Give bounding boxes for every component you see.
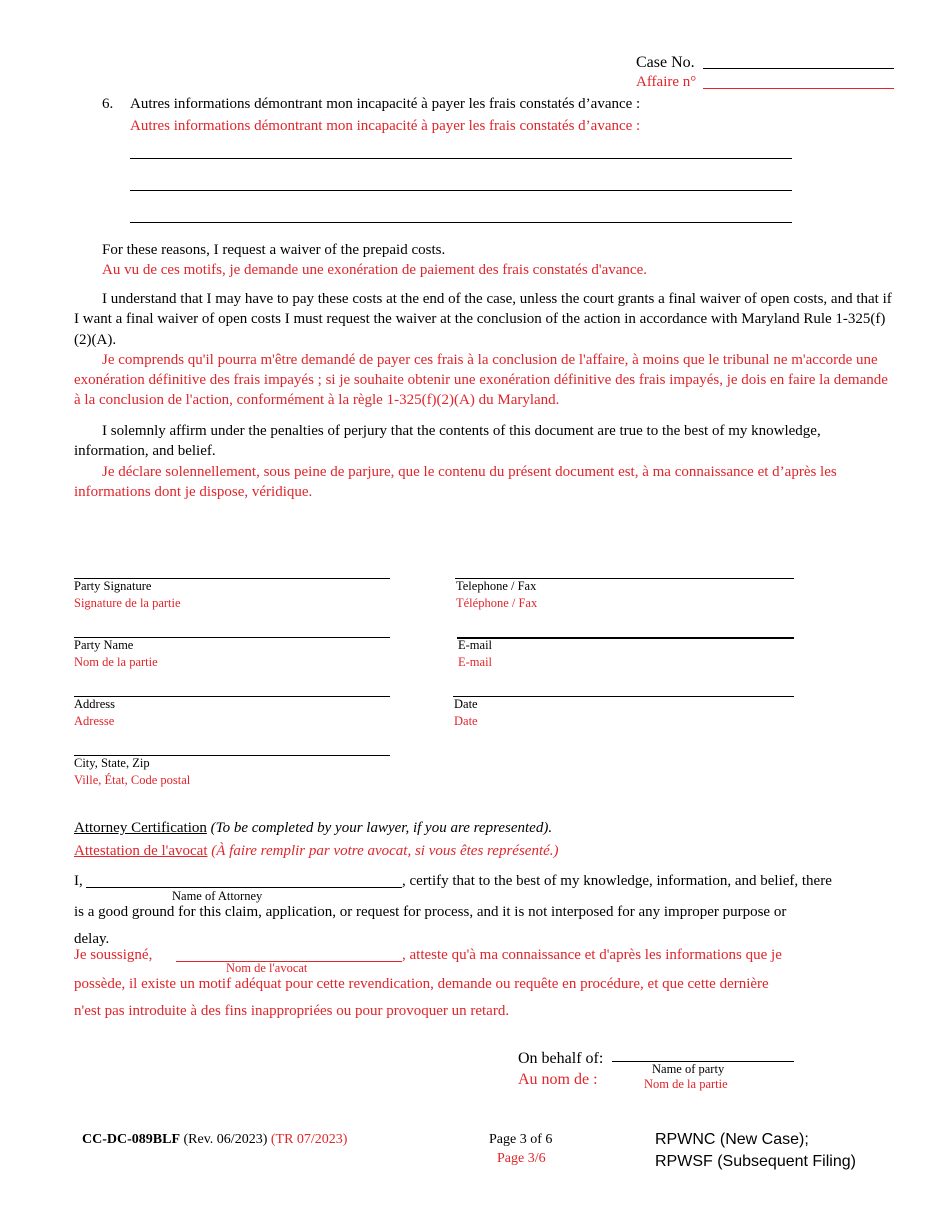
- address-label-fr: Adresse: [74, 714, 115, 728]
- attorney-title-note: (To be completed by your lawyer, if you are represented).: [210, 820, 553, 836]
- footer-page: Page 3 of 6: [489, 1132, 553, 1147]
- reasons-paragraph: [74, 240, 896, 281]
- item6-number: 6.: [102, 96, 114, 112]
- reasons-fr: Au vu de ces motifs, je demande une exonération de paiement des frais constatés d'avance.: [102, 262, 648, 279]
- understand-fr: Je comprends qu'il pourra m'être demandé de payer ces frais à la conclusion de l'affaire, à moins que le tribunal ne m'accorde une exonération définitive des frais impayés ; si je souhaite obtenir une exonération définitive des frais impayés, je dois en faire la demande à la conclusion de l'action, conformément à la règle 1-325(f)(2)(A) du Maryland.: [74, 351, 888, 409]
- date-label: Date: [454, 697, 478, 711]
- footer-code-1: RPWNC (New Case);: [655, 1131, 809, 1148]
- behalf-label: On behalf of:: [518, 1050, 604, 1067]
- attorney-title-fr: Attestation de l'avocat: [74, 843, 208, 859]
- footer-page-fr: Page 3/6: [497, 1151, 546, 1166]
- form-rev: (Rev. 06/2023): [183, 1132, 268, 1147]
- cert-i-prefix-fr: Je soussigné,: [74, 947, 153, 963]
- reasons-en: For these reasons, I request a waiver of the prepaid costs.: [102, 242, 446, 258]
- item6-line-2[interactable]: [130, 190, 792, 191]
- attorney-heading-fr: [74, 841, 559, 861]
- form-id: CC-DC-089BLF: [82, 1132, 180, 1147]
- email-label: E-mail: [458, 638, 493, 652]
- cert-text-1: , certify that to the best of my knowledge, information, and belief, there: [402, 873, 832, 889]
- case-no-field-fr-line: [703, 88, 894, 89]
- cert-text-3-fr: n'est pas introduite à des fins inappropriées ou pour provoquer un retard.: [74, 1003, 510, 1019]
- item6-label-fr: Autres informations démontrant mon incapacité à payer les frais constatés d’avance :: [130, 118, 641, 134]
- case-no-field[interactable]: [703, 68, 894, 69]
- party-signature-label-fr: Signature de la partie: [74, 596, 181, 610]
- footer-form-id: [82, 1131, 347, 1150]
- footer-code-2: RPWSF (Subsequent Filing): [655, 1153, 856, 1170]
- city-state-zip-label: City, State, Zip: [74, 756, 150, 770]
- attorney-title: Attorney Certification: [74, 820, 207, 836]
- attorney-heading: [74, 818, 552, 838]
- understand-en: I understand that I may have to pay these costs at the end of the case, unless the court grants a final waiver of open costs, and that if I want a final waiver of open costs I must request the waiver at the conclusion of the action in accordance with Maryland Rule 1-325(f)(2)(A).: [74, 291, 892, 348]
- telephone-fax-label-fr: Téléphone / Fax: [456, 596, 538, 610]
- telephone-fax-label: Telephone / Fax: [456, 579, 537, 593]
- address-label: Address: [74, 697, 115, 711]
- city-state-zip-label-fr: Ville, État, Code postal: [74, 773, 191, 787]
- affirm-fr: Je déclare solennellement, sous peine de parjure, que le contenu du présent document est, à ma connaissance et d’après les informations dont je dispose, véridique.: [74, 463, 837, 500]
- party-signature-label: Party Signature: [74, 579, 152, 593]
- item6-line-3[interactable]: [130, 222, 792, 223]
- understand-paragraph: [74, 289, 896, 411]
- email-label-fr: E-mail: [458, 655, 493, 669]
- behalf-party-caption: Name of party: [652, 1062, 725, 1076]
- case-no-label-fr: Affaire n°: [636, 74, 697, 90]
- item6-label: Autres informations démontrant mon incapacité à payer les frais constatés d’avance :: [130, 96, 641, 112]
- behalf-label-fr: Au nom de :: [518, 1071, 598, 1088]
- party-name-label-fr: Nom de la partie: [74, 655, 158, 669]
- cert-text-2-fr: possède, il existe un motif adéquat pour cette revendication, demande ou requête en procédure, et que cette dernière: [74, 976, 769, 992]
- affirm-en: I solemnly affirm under the penalties of perjury that the contents of this document are true to the best of my knowledge, information, and belief.: [74, 423, 821, 460]
- date-line[interactable]: [453, 696, 794, 697]
- email-line[interactable]: [457, 637, 794, 639]
- attorney-name-caption: Name of Attorney: [172, 889, 263, 903]
- attorney-title-note-fr: (À faire remplir par votre avocat, si vous êtes représenté.): [211, 843, 559, 859]
- behalf-party-caption-fr: Nom de la partie: [644, 1077, 728, 1091]
- attorney-name-line[interactable]: [86, 887, 402, 888]
- cert-text-2: is a good ground for this claim, application, or request for process, and it is not interposed for any improper purpose or: [74, 904, 787, 920]
- case-no-label: Case No.: [636, 54, 695, 71]
- attorney-name-caption-fr: Nom de l'avocat: [226, 961, 308, 975]
- affirm-paragraph: [74, 421, 896, 502]
- party-name-label: Party Name: [74, 638, 134, 652]
- date-label-fr: Date: [454, 714, 478, 728]
- address-line[interactable]: [74, 696, 390, 697]
- cert-text-1-fr: , atteste qu'à ma connaissance et d'après les informations que je: [402, 947, 782, 963]
- cert-text-3: delay.: [74, 931, 110, 947]
- item6-line-1[interactable]: [130, 158, 792, 159]
- cert-i-prefix: I,: [74, 873, 83, 889]
- form-tr: (TR 07/2023): [270, 1132, 348, 1147]
